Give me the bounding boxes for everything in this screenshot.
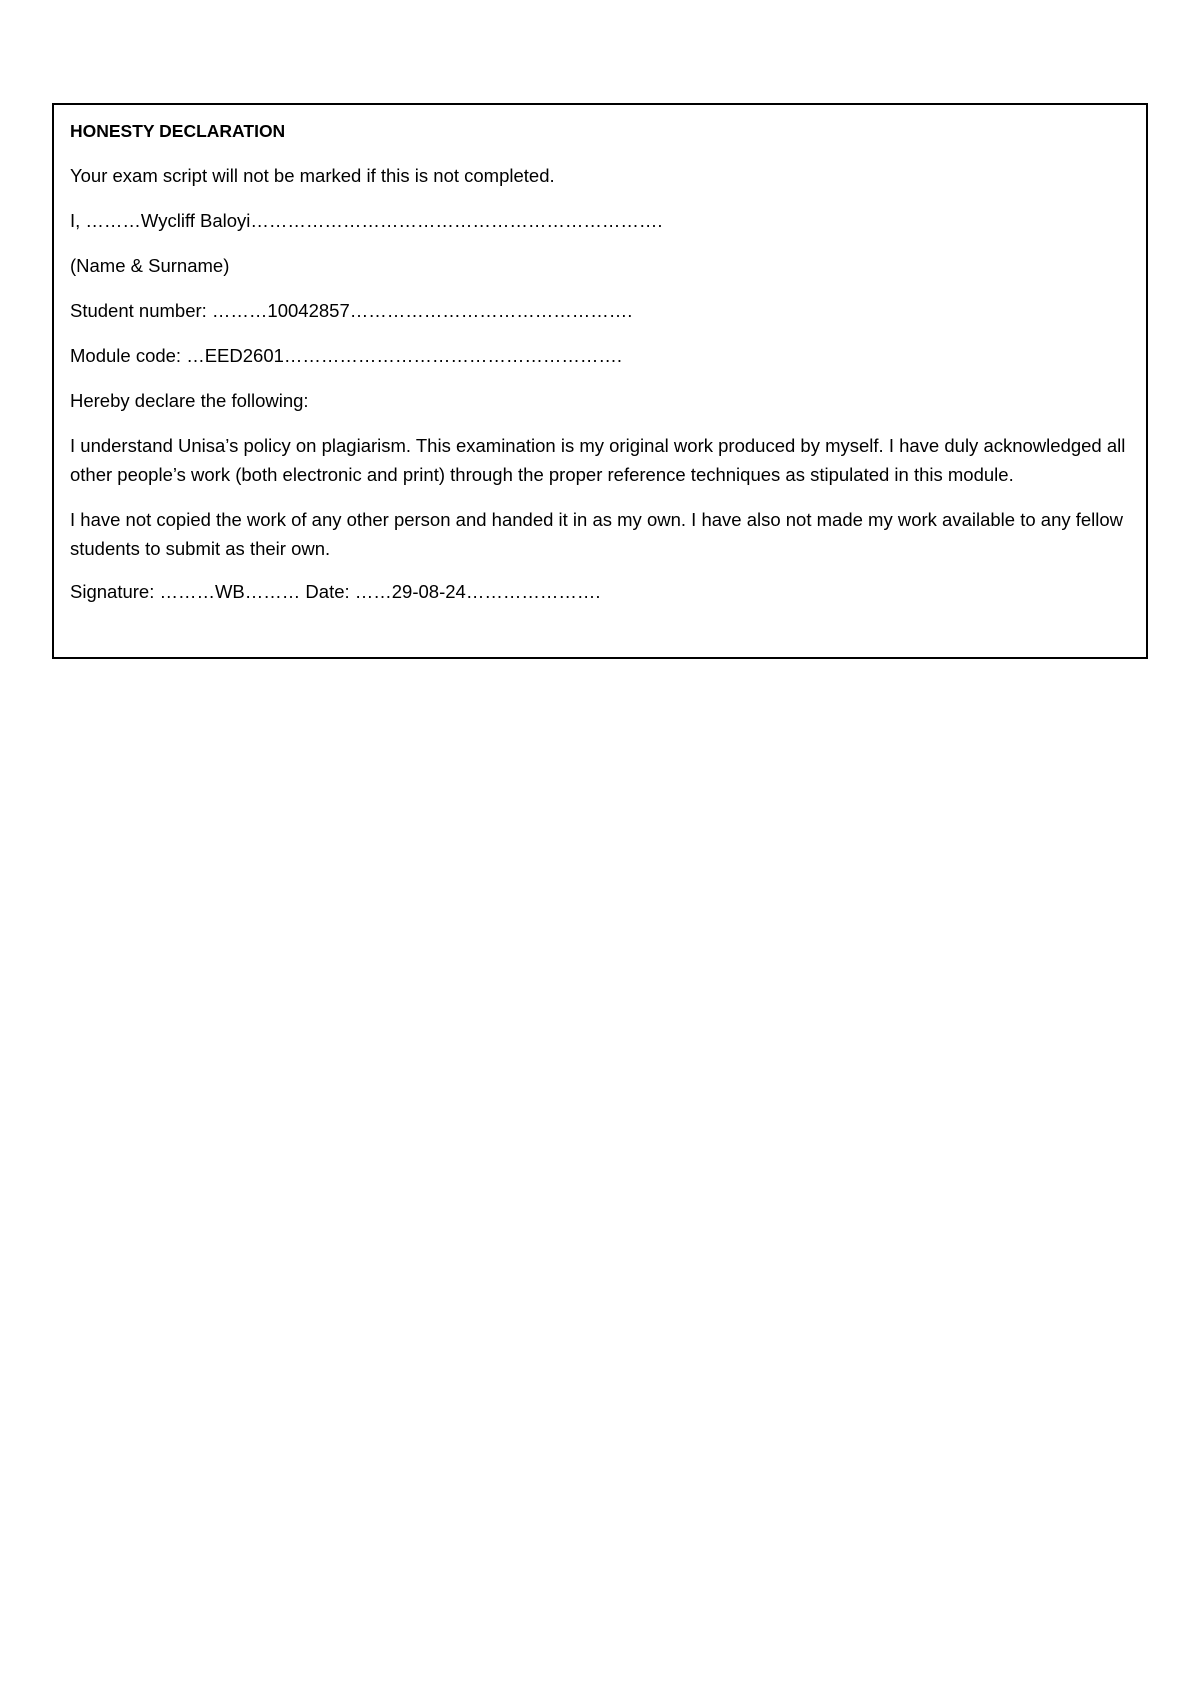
declaration-intro: Hereby declare the following: — [70, 390, 309, 411]
name-line: I, ………Wycliff Baloyi…………………………………………………………. — [70, 210, 663, 231]
module-code-line: Module code: …EED2601………………………………………………. — [70, 345, 623, 366]
signature-line: Signature: ………WB……… Date: ……29-08-24…………………. — [70, 581, 601, 602]
name-hint: (Name & Surname) — [70, 255, 230, 276]
declaration-heading: HONESTY DECLARATION — [70, 121, 286, 141]
declaration-paragraph-2: I have not copied the work of any other person and handed it in as my own. I have also not made my work available to any fellow students to submit as their own. — [70, 509, 1124, 559]
declaration-warning: Your exam script will not be marked if this is not completed. — [70, 165, 555, 186]
student-number-line: Student number: ………10042857………………………………………. — [70, 300, 633, 321]
honesty-declaration-box — [52, 103, 1148, 659]
declaration-paragraph-1: I understand Unisa’s policy on plagiarism. This examination is my original work produced by myself. I have duly acknowledged all other people’s work (both electronic and print) through the proper reference techniques as stipulated in this module. — [70, 435, 1126, 485]
